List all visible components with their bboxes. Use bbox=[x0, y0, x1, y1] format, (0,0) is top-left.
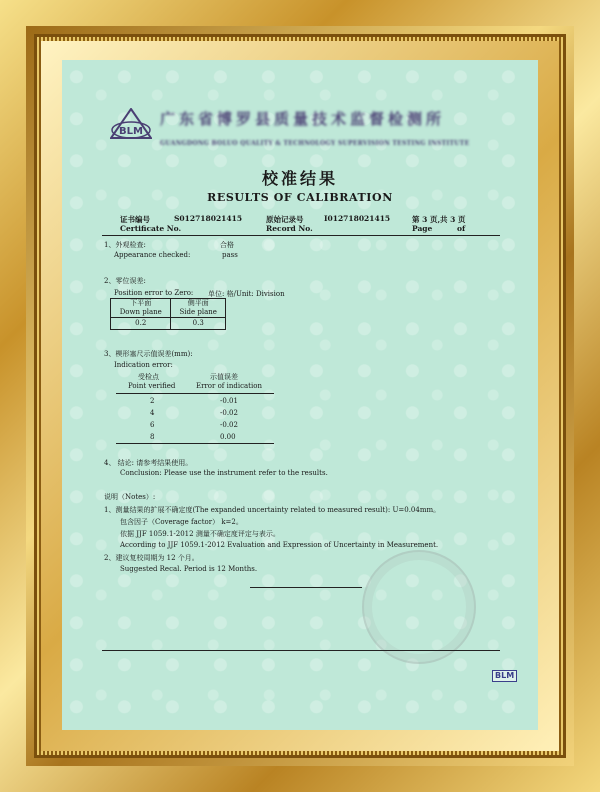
sec1-heading: 1、外观检查: bbox=[104, 241, 146, 249]
error-value: -0.01 bbox=[220, 397, 238, 405]
footer-blm-mark: BLM bbox=[492, 670, 517, 682]
cert-value: S012718021415 bbox=[174, 214, 243, 223]
note-1d: According to JJF 1059.1-2012 Evaluation and Expression of Uncertainty in Measurement. bbox=[120, 541, 439, 549]
cert-label-en: Certificate No. bbox=[120, 224, 182, 233]
sec1-label-en: Appearance checked: bbox=[114, 251, 191, 259]
point-value: 6 bbox=[150, 421, 155, 429]
page-cn: 第 3 页,共 3 页 bbox=[412, 215, 466, 224]
error-value: -0.02 bbox=[220, 421, 238, 429]
point-value: 2 bbox=[150, 397, 155, 405]
record-value: I012718021415 bbox=[324, 214, 391, 223]
col1-en: Point verified bbox=[128, 382, 176, 390]
cert-label-cn: 证书编号 bbox=[120, 215, 150, 224]
signature-rule bbox=[250, 587, 362, 588]
note-2b: Suggested Recal. Period is 12 Months. bbox=[120, 565, 258, 573]
table-rule-bottom bbox=[116, 443, 274, 444]
record-label-en: Record No. bbox=[266, 224, 313, 233]
table-header: 下平面 Down plane bbox=[111, 299, 171, 318]
sec1-result-en: pass bbox=[222, 251, 238, 259]
header-rule bbox=[102, 235, 500, 236]
table-rule-top bbox=[116, 393, 274, 394]
sec2-unit: 单位: 格/Unit: Division bbox=[208, 290, 285, 298]
note-1c: 依据 JJF 1059.1-2012 测量不确定度评定与表示。 bbox=[120, 530, 280, 538]
notes-heading: 说明（Notes）: bbox=[104, 493, 156, 501]
sec3-label-en: Indication error: bbox=[114, 361, 173, 369]
col1-cn: 受检点 bbox=[138, 373, 159, 381]
of-en: of bbox=[457, 224, 466, 233]
point-value: 8 bbox=[150, 433, 155, 441]
sec3-heading: 3、楔形塞尺示值误差(mm): bbox=[104, 350, 193, 358]
table-cell: 0.3 bbox=[171, 318, 226, 330]
zero-error-table bbox=[110, 298, 226, 330]
record-label-cn: 原始记录号 bbox=[266, 215, 304, 224]
sec2-label-en: Position error to Zero: bbox=[114, 289, 194, 297]
sec1-result-cn: 合格 bbox=[220, 241, 234, 249]
error-value: -0.02 bbox=[220, 409, 238, 417]
institute-name-en: GUANGDONG BOLUO QUALITY & TECHNOLOGY SUPERVISION TESTING INSTITUTE bbox=[160, 140, 470, 147]
institute-name-cn: 广东省博罗县质量技术监督检测所 bbox=[160, 110, 446, 128]
table-header: 侧平面 Side plane bbox=[171, 299, 226, 318]
title-en: RESULTS OF CALIBRATION bbox=[207, 191, 393, 204]
footer-rule bbox=[102, 650, 500, 651]
blm-logo-icon bbox=[110, 108, 152, 142]
page-en: Page bbox=[412, 224, 433, 233]
sec4-en: Conclusion: Please use the instrument refer to the results. bbox=[120, 469, 328, 477]
point-value: 4 bbox=[150, 409, 155, 417]
sec4-heading: 4、 结论: 请参考结果使用。 bbox=[104, 459, 193, 467]
embossed-seal bbox=[362, 550, 476, 664]
title-cn: 校准结果 bbox=[261, 169, 338, 188]
error-value: 0.00 bbox=[220, 433, 236, 441]
note-2: 2、建议复校周期为 12 个月。 bbox=[104, 554, 199, 562]
certificate-page bbox=[62, 60, 538, 730]
table-cell: 0.2 bbox=[111, 318, 171, 330]
col2-cn: 示值误差 bbox=[210, 373, 238, 381]
sec2-heading: 2、零位误差: bbox=[104, 277, 146, 285]
note-1: 1、测量结果的扩展不确定度(The expanded uncertainty related to measured result): U=0.04mm。 bbox=[104, 506, 441, 514]
col2-en: Error of indication bbox=[196, 382, 262, 390]
note-1b: 包含因子（Coverage factor） k=2。 bbox=[120, 518, 243, 526]
logo-text: BLM bbox=[119, 126, 143, 137]
